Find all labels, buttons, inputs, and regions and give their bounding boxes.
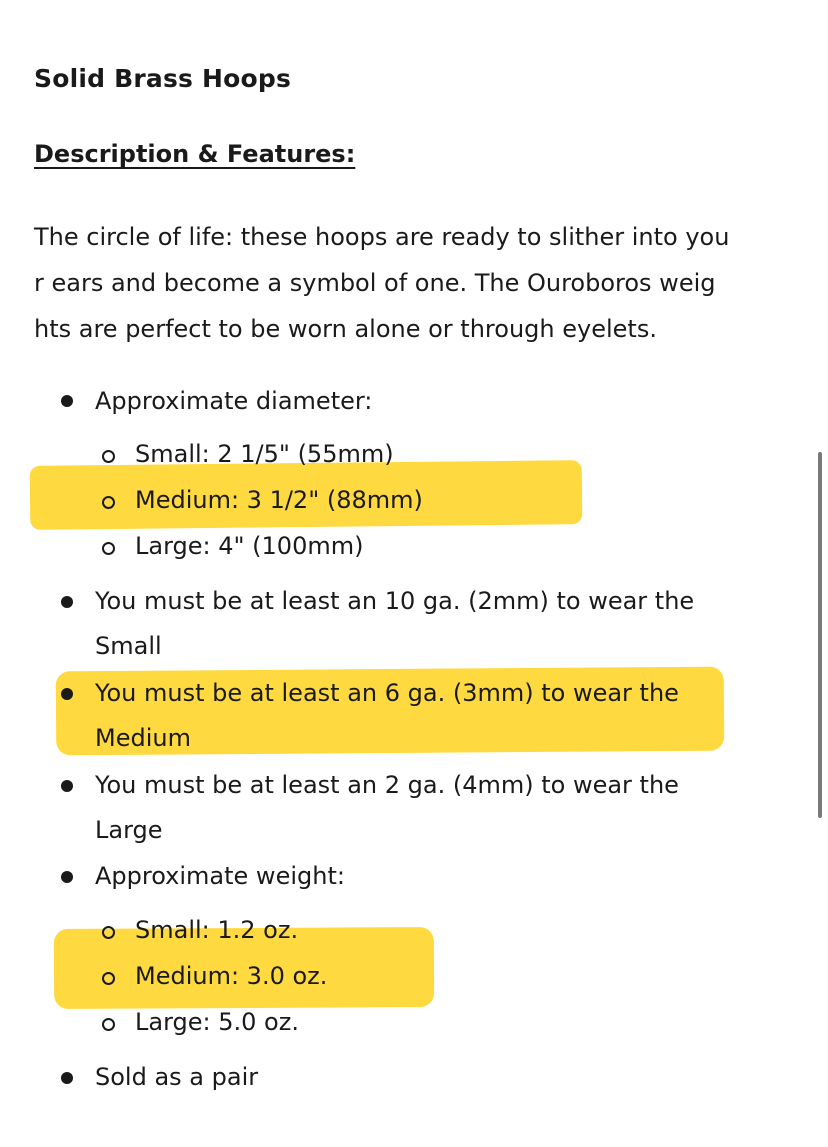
bullet-icon [61, 871, 73, 883]
bullet-icon [61, 780, 73, 792]
description-line: r ears and become a symbol of one. The Ouroboros weig [34, 269, 716, 297]
weight-large: Large: 5.0 oz. [135, 1008, 299, 1036]
circle-bullet-icon [102, 542, 115, 555]
weight-small: Small: 1.2 oz. [135, 916, 299, 944]
diameter-small: Small: 2 1/5" (55mm) [135, 440, 394, 468]
description-line: The circle of life: these hoops are ready to slither into you [34, 223, 730, 251]
gauge-medium-line2: Medium [95, 724, 191, 752]
circle-bullet-icon [102, 972, 115, 985]
bullet-icon [61, 1072, 73, 1084]
circle-bullet-icon [102, 1018, 115, 1031]
product-title: Solid Brass Hoops [34, 64, 292, 93]
description-heading: Description & Features: [34, 140, 356, 168]
description-paragraph [34, 214, 804, 352]
weight-label: Approximate weight: [95, 862, 345, 890]
gauge-large-line1: You must be at least an 2 ga. (4mm) to wear the [95, 771, 679, 799]
circle-bullet-icon [102, 450, 115, 463]
bullet-icon [61, 688, 73, 700]
diameter-medium: Medium: 3 1/2" (88mm) [135, 486, 423, 514]
gauge-small-line1: You must be at least an 10 ga. (2mm) to wear the [95, 587, 695, 615]
weight-medium: Medium: 3.0 oz. [135, 962, 328, 990]
gauge-small-line2: Small [95, 632, 162, 660]
gauge-large-line2: Large [95, 816, 163, 844]
circle-bullet-icon [102, 926, 115, 939]
description-line: hts are perfect to be worn alone or through eyelets. [34, 315, 657, 343]
circle-bullet-icon [102, 496, 115, 509]
sold-as-pair: Sold as a pair [95, 1063, 259, 1091]
bullet-icon [61, 596, 73, 608]
diameter-large: Large: 4" (100mm) [135, 532, 364, 560]
diameter-label: Approximate diameter: [95, 387, 373, 415]
gauge-medium-line1: You must be at least an 6 ga. (3mm) to wear the [95, 679, 679, 707]
bullet-icon [61, 395, 73, 407]
scrollbar[interactable] [818, 452, 822, 818]
